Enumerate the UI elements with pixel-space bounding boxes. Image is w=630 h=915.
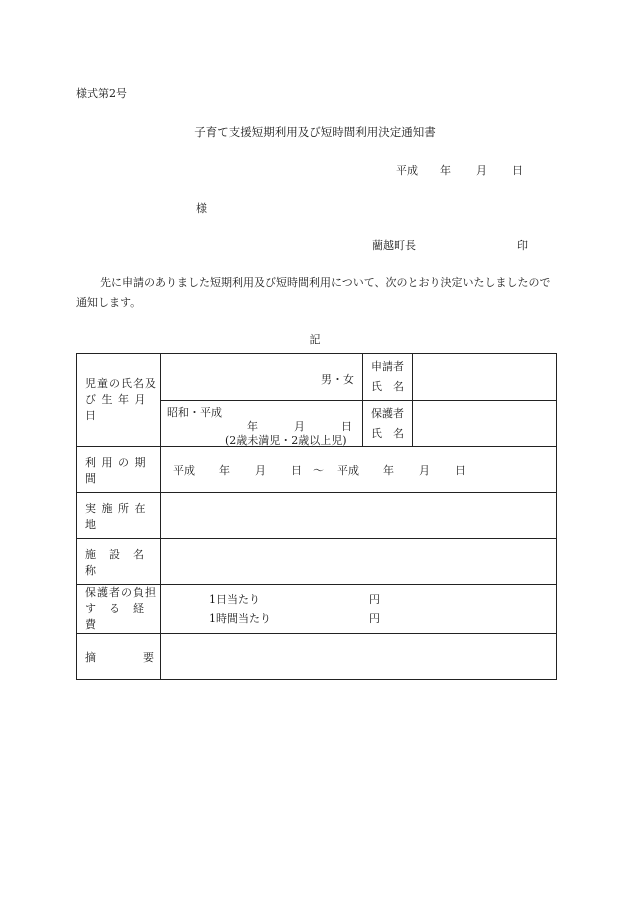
period-day-1: 日	[291, 463, 302, 477]
location-field[interactable]	[161, 493, 557, 539]
period-month-1: 月	[255, 463, 266, 477]
guardian-name-label	[363, 401, 413, 447]
guardian-cost-label	[77, 585, 161, 634]
dob-day: 日	[341, 420, 352, 433]
dob-month: 月	[294, 420, 305, 433]
form-number: 様式第2号	[76, 87, 127, 100]
remarks-label-1: 摘	[85, 650, 97, 664]
seal-mark: 印	[517, 239, 528, 252]
body-text: 先に申請のありました短期利用及び短時間利用について、次のとおり決定いたしましたので通知します。	[76, 276, 551, 309]
period-tilde: ～	[313, 463, 324, 477]
period-year-2: 年	[383, 463, 394, 477]
dob-era: 昭和・平成	[167, 406, 222, 419]
cost-per-hour-line	[209, 610, 379, 626]
guardian-label-1: 保護者	[371, 406, 404, 420]
cost-per-day-label: 1日当たり	[209, 593, 260, 606]
period-era-1: 平成	[173, 463, 195, 477]
period-month-2: 月	[419, 463, 430, 477]
facility-field[interactable]	[161, 539, 557, 585]
dob-year: 年	[247, 420, 258, 433]
period-era-2: 平成	[337, 463, 359, 477]
applicant-label-1: 申請者	[371, 360, 404, 373]
usage-period-label: 利 用 の 期 間	[77, 447, 161, 493]
remarks-field[interactable]	[161, 634, 557, 680]
date-month: 月	[476, 164, 487, 177]
period-day-2: 日	[455, 463, 466, 477]
date-year: 年	[440, 164, 451, 177]
cost-per-hour-label: 1時間当たり	[209, 612, 271, 625]
cost-label-2: す る 経 費	[85, 602, 157, 631]
date-era: 平成	[396, 164, 418, 177]
date-line	[396, 162, 523, 178]
facility-label: 施 設 名 称	[77, 539, 161, 585]
guardian-label-2: 氏 名	[371, 426, 404, 440]
guardian-name-field[interactable]	[413, 401, 557, 447]
cost-label-1: 保護者の負担	[85, 586, 157, 599]
child-name-field[interactable]	[161, 354, 363, 401]
guardian-cost-field[interactable]	[161, 585, 557, 634]
document-title: 子育て支援短期利用及び短時間利用決定通知書	[194, 125, 436, 139]
dob-field[interactable]	[161, 401, 363, 447]
decision-table	[76, 353, 557, 680]
child-name-dob-label	[77, 354, 161, 447]
location-label: 実 施 所 在 地	[77, 493, 161, 539]
child-label-line1: 児童の氏名及	[85, 377, 157, 390]
child-label-line2: び 生 年 月 日	[85, 393, 147, 422]
recipient-honorific: 様	[196, 202, 207, 215]
dob-age-class: (2歳未満児・2歳以上児)	[225, 434, 347, 447]
date-day: 日	[512, 164, 523, 177]
gender-options: 男・女	[321, 373, 354, 386]
applicant-name-label	[363, 354, 413, 401]
period-year-1: 年	[219, 463, 230, 477]
applicant-name-field[interactable]	[413, 354, 557, 401]
cost-per-day-yen: 円	[369, 593, 380, 606]
remarks-label	[77, 634, 161, 680]
applicant-label-2: 氏 名	[371, 380, 404, 393]
cost-per-hour-yen: 円	[369, 612, 380, 625]
remarks-label-2: 要	[143, 650, 155, 664]
issuer-name: 藺越町長	[372, 239, 416, 252]
cost-per-day-line	[209, 591, 379, 607]
ki-heading: 記	[309, 333, 321, 346]
usage-period-field[interactable]	[161, 447, 557, 493]
